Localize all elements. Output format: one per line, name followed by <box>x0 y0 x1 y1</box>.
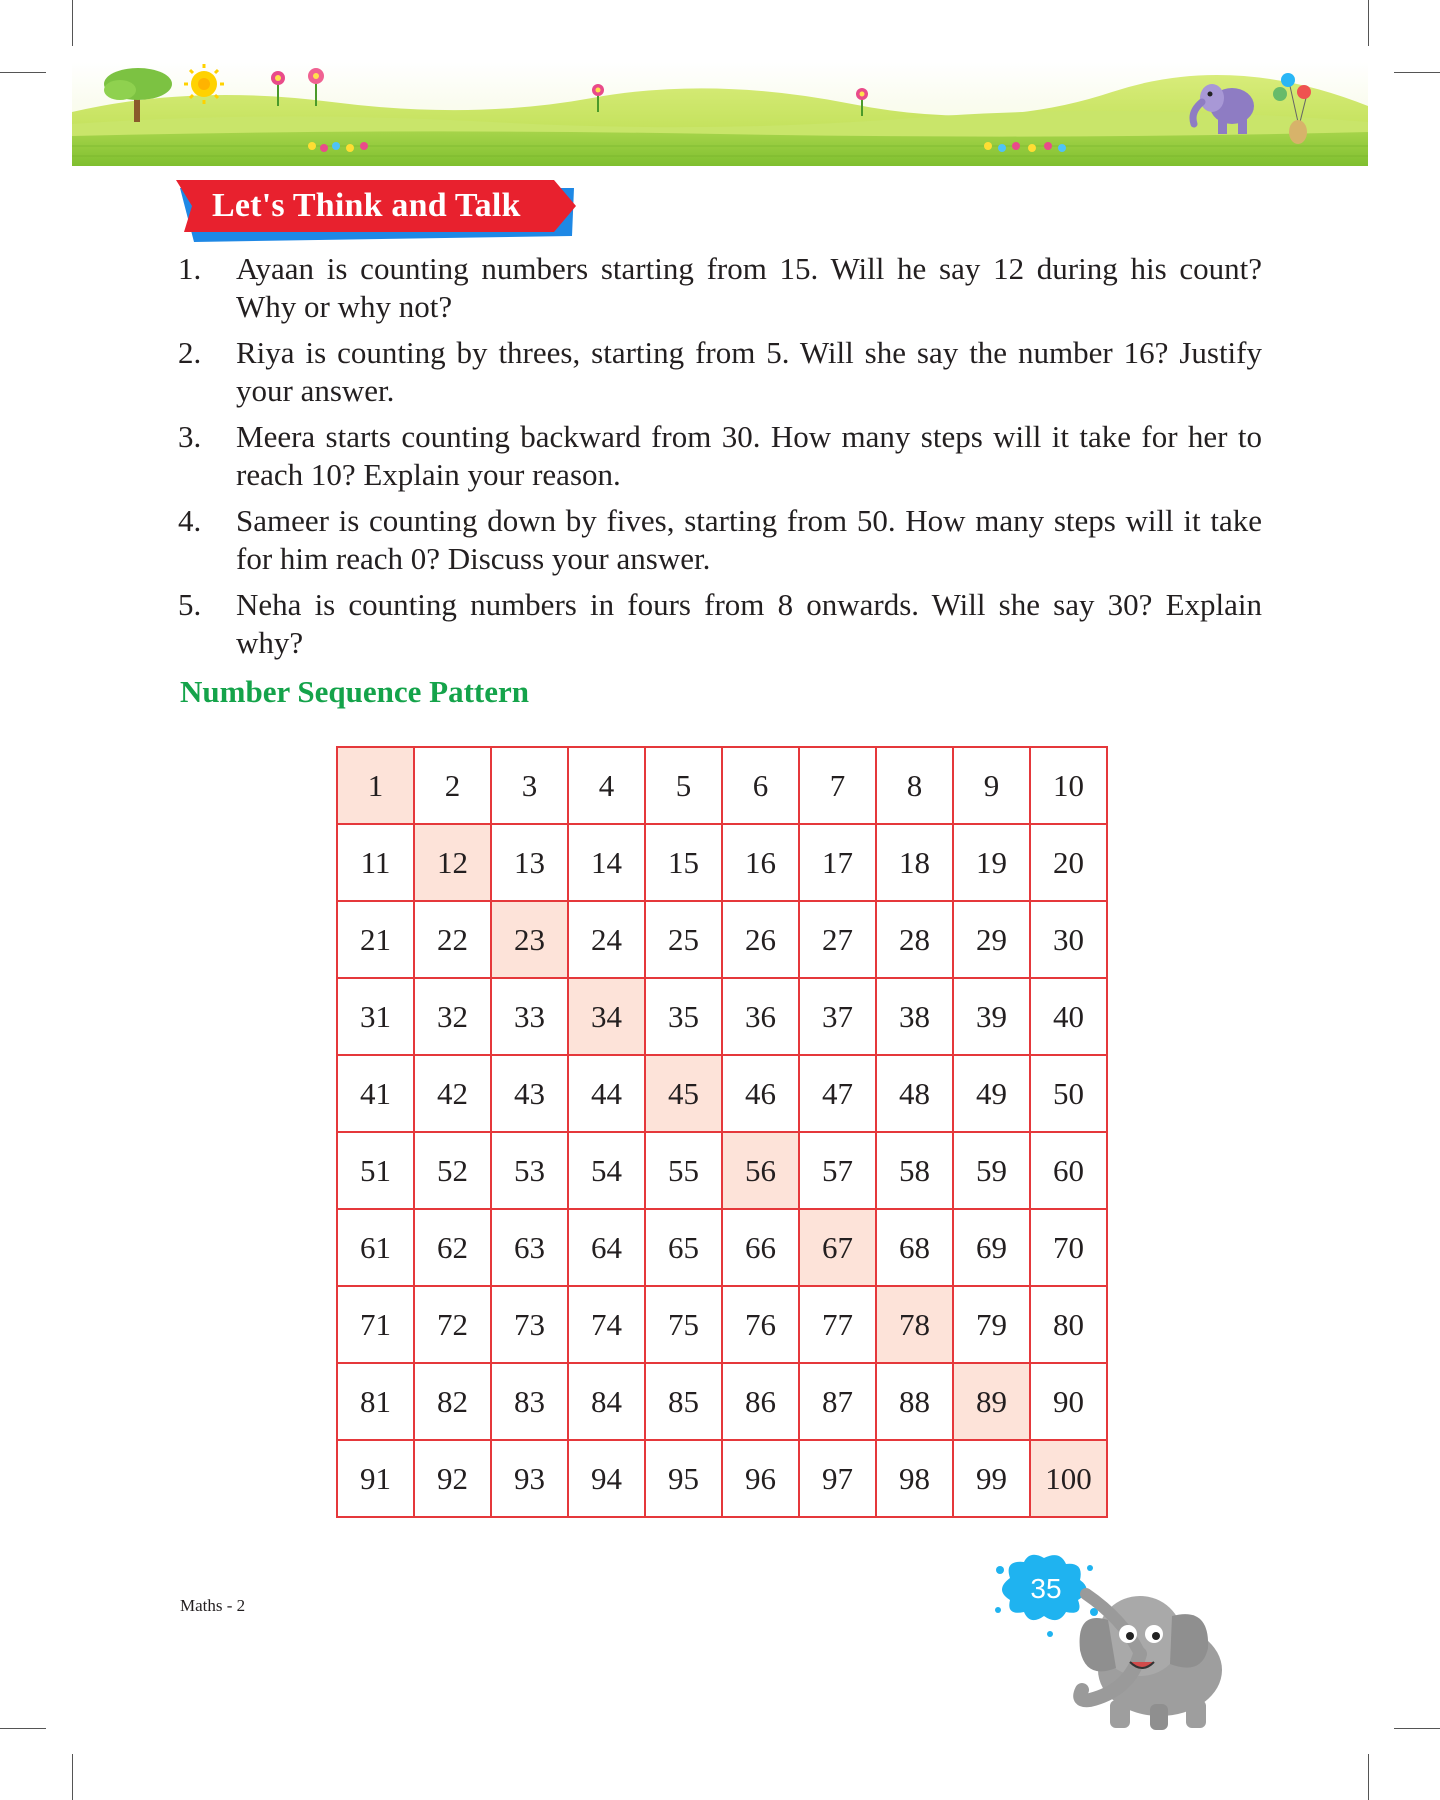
grid-cell-68: 68 <box>876 1209 953 1286</box>
grid-cell-67: 67 <box>799 1209 876 1286</box>
grid-cell-58: 58 <box>876 1132 953 1209</box>
list-item <box>178 418 1262 494</box>
grid-cell-44: 44 <box>568 1055 645 1132</box>
grid-cell-76: 76 <box>722 1286 799 1363</box>
grid-cell-42: 42 <box>414 1055 491 1132</box>
grid-cell-94: 94 <box>568 1440 645 1517</box>
grid-cell-64: 64 <box>568 1209 645 1286</box>
grid-cell-93: 93 <box>491 1440 568 1517</box>
grid-cell-47: 47 <box>799 1055 876 1132</box>
grid-cell-2: 2 <box>414 747 491 824</box>
grid-cell-51: 51 <box>337 1132 414 1209</box>
grid-row <box>337 1055 1107 1132</box>
question-text: Meera starts counting backward from 30. How many steps will it take for her to reach 10? Explain your reason. <box>236 419 1262 492</box>
grid-cell-59: 59 <box>953 1132 1030 1209</box>
grid-cell-25: 25 <box>645 901 722 978</box>
question-text: Riya is counting by threes, starting from 5. Will she say the number 16? Justify your answer. <box>236 335 1262 408</box>
grid-cell-62: 62 <box>414 1209 491 1286</box>
question-number: 2. <box>178 335 202 370</box>
grid-cell-55: 55 <box>645 1132 722 1209</box>
list-item <box>178 502 1262 578</box>
grid-cell-28: 28 <box>876 901 953 978</box>
book-label: Maths - 2 <box>180 1596 246 1615</box>
grid-cell-35: 35 <box>645 978 722 1055</box>
question-text: Neha is counting numbers in fours from 8 onwards. Will she say 30? Explain why? <box>236 587 1262 660</box>
grid-cell-26: 26 <box>722 901 799 978</box>
grid-cell-10: 10 <box>1030 747 1107 824</box>
grid-cell-39: 39 <box>953 978 1030 1055</box>
grid-cell-32: 32 <box>414 978 491 1055</box>
grid-cell-29: 29 <box>953 901 1030 978</box>
grid-cell-97: 97 <box>799 1440 876 1517</box>
question-number: 5. <box>178 587 202 622</box>
grid-cell-40: 40 <box>1030 978 1107 1055</box>
grid-cell-75: 75 <box>645 1286 722 1363</box>
grid-cell-27: 27 <box>799 901 876 978</box>
grid-cell-74: 74 <box>568 1286 645 1363</box>
grid-cell-8: 8 <box>876 747 953 824</box>
crop-mark <box>1394 72 1440 73</box>
grid-cell-22: 22 <box>414 901 491 978</box>
grid-cell-37: 37 <box>799 978 876 1055</box>
section-title: Let's Think and Talk <box>212 187 521 224</box>
grid-row <box>337 1209 1107 1286</box>
grid-cell-95: 95 <box>645 1440 722 1517</box>
grid-cell-99: 99 <box>953 1440 1030 1517</box>
grid-cell-20: 20 <box>1030 824 1107 901</box>
grid-row <box>337 1132 1107 1209</box>
grid-cell-5: 5 <box>645 747 722 824</box>
grid-cell-83: 83 <box>491 1363 568 1440</box>
grid-cell-60: 60 <box>1030 1132 1107 1209</box>
grid-cell-70: 70 <box>1030 1209 1107 1286</box>
grid-cell-21: 21 <box>337 901 414 978</box>
grid-cell-31: 31 <box>337 978 414 1055</box>
grid-cell-46: 46 <box>722 1055 799 1132</box>
crop-mark <box>0 72 46 73</box>
grid-cell-11: 11 <box>337 824 414 901</box>
grid-cell-24: 24 <box>568 901 645 978</box>
grid-cell-49: 49 <box>953 1055 1030 1132</box>
grid-cell-14: 14 <box>568 824 645 901</box>
grid-cell-48: 48 <box>876 1055 953 1132</box>
grid-cell-57: 57 <box>799 1132 876 1209</box>
grid-row <box>337 747 1107 824</box>
grid-cell-13: 13 <box>491 824 568 901</box>
grid-cell-38: 38 <box>876 978 953 1055</box>
grid-cell-34: 34 <box>568 978 645 1055</box>
grid-cell-3: 3 <box>491 747 568 824</box>
grid-cell-63: 63 <box>491 1209 568 1286</box>
grid-cell-33: 33 <box>491 978 568 1055</box>
grid-cell-82: 82 <box>414 1363 491 1440</box>
grid-cell-41: 41 <box>337 1055 414 1132</box>
crop-mark <box>72 1754 73 1800</box>
grid-cell-71: 71 <box>337 1286 414 1363</box>
grid-cell-84: 84 <box>568 1363 645 1440</box>
list-item <box>178 334 1262 410</box>
crop-mark <box>1368 0 1369 46</box>
grid-cell-66: 66 <box>722 1209 799 1286</box>
grid-cell-17: 17 <box>799 824 876 901</box>
grid-row <box>337 1286 1107 1363</box>
grid-row <box>337 824 1107 901</box>
grid-cell-16: 16 <box>722 824 799 901</box>
grid-cell-56: 56 <box>722 1132 799 1209</box>
grid-cell-86: 86 <box>722 1363 799 1440</box>
question-number: 3. <box>178 419 202 454</box>
grid-cell-91: 91 <box>337 1440 414 1517</box>
grid-cell-85: 85 <box>645 1363 722 1440</box>
grid-cell-78: 78 <box>876 1286 953 1363</box>
grid-cell-72: 72 <box>414 1286 491 1363</box>
question-text: Ayaan is counting numbers starting from 15. Will he say 12 during his count? Why or why not? <box>236 251 1262 324</box>
header-banner <box>72 62 1368 166</box>
section-ribbon <box>176 178 586 242</box>
crop-mark <box>72 0 73 46</box>
grid-cell-6: 6 <box>722 747 799 824</box>
page-number: 35 <box>1030 1573 1062 1604</box>
question-number: 4. <box>178 503 202 538</box>
grid-row <box>337 1363 1107 1440</box>
grid-cell-77: 77 <box>799 1286 876 1363</box>
number-grid <box>336 746 1108 1518</box>
grid-cell-53: 53 <box>491 1132 568 1209</box>
question-text: Sameer is counting down by fives, starting from 50. How many steps will it take for him reach 0? Discuss your answer. <box>236 503 1262 576</box>
grid-cell-96: 96 <box>722 1440 799 1517</box>
list-item <box>178 586 1262 662</box>
crop-mark <box>1394 1728 1440 1729</box>
grid-cell-88: 88 <box>876 1363 953 1440</box>
grid-cell-92: 92 <box>414 1440 491 1517</box>
grid-cell-23: 23 <box>491 901 568 978</box>
grid-cell-1: 1 <box>337 747 414 824</box>
question-number: 1. <box>178 251 202 286</box>
question-list <box>178 250 1262 670</box>
grid-cell-52: 52 <box>414 1132 491 1209</box>
grid-cell-81: 81 <box>337 1363 414 1440</box>
grid-cell-87: 87 <box>799 1363 876 1440</box>
grid-cell-18: 18 <box>876 824 953 901</box>
grid-cell-43: 43 <box>491 1055 568 1132</box>
list-item <box>178 250 1262 326</box>
grid-cell-90: 90 <box>1030 1363 1107 1440</box>
grid-cell-100: 100 <box>1030 1440 1107 1517</box>
grid-cell-79: 79 <box>953 1286 1030 1363</box>
subheading: Number Sequence Pattern <box>180 674 529 709</box>
grid-cell-80: 80 <box>1030 1286 1107 1363</box>
grid-cell-65: 65 <box>645 1209 722 1286</box>
grid-cell-73: 73 <box>491 1286 568 1363</box>
grid-cell-54: 54 <box>568 1132 645 1209</box>
grid-row <box>337 1440 1107 1517</box>
grid-cell-98: 98 <box>876 1440 953 1517</box>
grid-cell-36: 36 <box>722 978 799 1055</box>
grid-row <box>337 901 1107 978</box>
grid-cell-61: 61 <box>337 1209 414 1286</box>
grid-cell-30: 30 <box>1030 901 1107 978</box>
grid-cell-50: 50 <box>1030 1055 1107 1132</box>
grid-cell-7: 7 <box>799 747 876 824</box>
grid-cell-45: 45 <box>645 1055 722 1132</box>
grid-cell-69: 69 <box>953 1209 1030 1286</box>
grid-cell-89: 89 <box>953 1363 1030 1440</box>
grid-cell-15: 15 <box>645 824 722 901</box>
grid-cell-9: 9 <box>953 747 1030 824</box>
grid-cell-19: 19 <box>953 824 1030 901</box>
crop-mark <box>1368 1754 1369 1800</box>
grid-cell-12: 12 <box>414 824 491 901</box>
grid-cell-4: 4 <box>568 747 645 824</box>
crop-mark <box>0 1728 46 1729</box>
elephant-icon <box>1080 1594 1222 1730</box>
grid-row <box>337 978 1107 1055</box>
